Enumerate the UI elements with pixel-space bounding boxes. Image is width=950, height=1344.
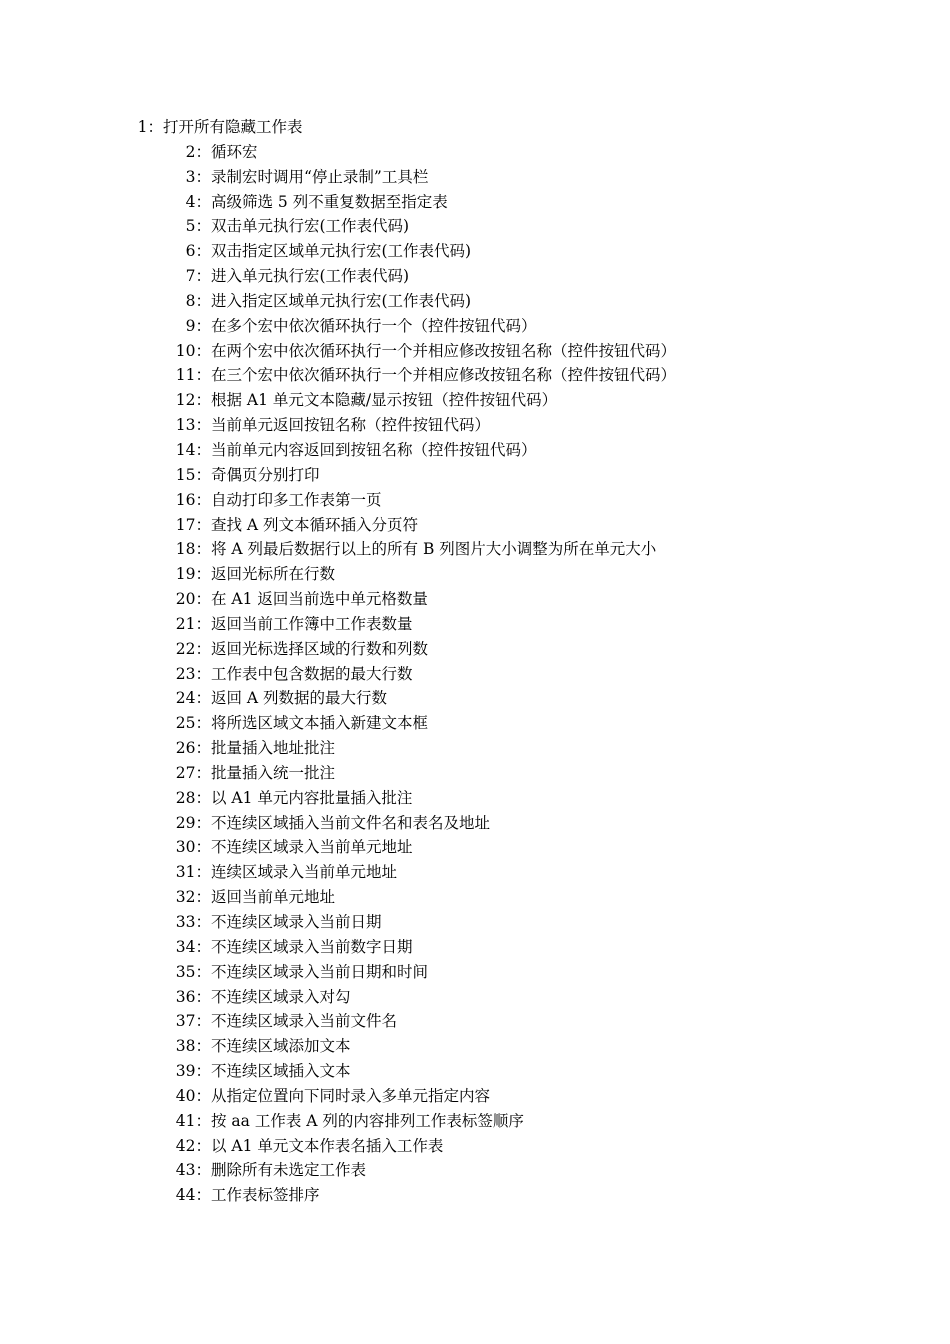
list-item xyxy=(0,860,950,885)
list-item xyxy=(0,637,950,662)
item-text: 返回光标选择区域的行数和列数 xyxy=(211,639,429,658)
item-text: 根据 A1 单元文本隐藏/显示按钮（控件按钮代码） xyxy=(211,391,558,410)
list-item xyxy=(0,612,950,637)
list-item xyxy=(0,413,950,438)
list-item xyxy=(0,115,950,140)
list-item xyxy=(0,711,950,736)
item-number: 14： xyxy=(175,440,211,459)
item-text: 双击单元执行宏(工作表代码) xyxy=(211,217,410,236)
item-text: 不连续区域录入当前文件名 xyxy=(211,1012,398,1031)
item-text: 打开所有隐藏工作表 xyxy=(163,118,303,136)
item-text: 不连续区域录入当前日期 xyxy=(211,913,382,931)
item-text: 不连续区域插入当前文件名和表名及地址 xyxy=(211,813,491,832)
item-text: 奇偶页分别打印 xyxy=(211,465,320,484)
list-item xyxy=(0,488,950,513)
macro-list xyxy=(0,115,950,1208)
item-text: 进入指定区域单元执行宏(工作表代码) xyxy=(211,291,472,310)
item-number: 44： xyxy=(175,1186,211,1205)
item-text: 不连续区域录入对勾 xyxy=(211,987,351,1006)
item-number: 9： xyxy=(185,316,211,335)
item-number: 25： xyxy=(175,714,211,733)
item-text: 当前单元内容返回到按钮名称（控件按钮代码） xyxy=(211,440,537,459)
list-item xyxy=(0,537,950,562)
item-text: 返回当前单元地址 xyxy=(211,888,336,907)
item-number: 41： xyxy=(175,1111,211,1130)
list-item xyxy=(0,388,950,413)
item-number: 17： xyxy=(175,515,211,534)
item-number: 3： xyxy=(185,167,211,186)
item-number: 10： xyxy=(175,341,211,360)
item-text: 高级筛选 5 列不重复数据至指定表 xyxy=(211,192,448,211)
item-number: 18： xyxy=(175,540,211,559)
item-number: 31： xyxy=(175,863,211,882)
list-item xyxy=(0,562,950,587)
item-number: 35： xyxy=(175,962,211,981)
list-item xyxy=(0,910,950,935)
item-number: 32： xyxy=(175,888,211,907)
item-number: 37： xyxy=(175,1012,211,1031)
item-number: 29： xyxy=(175,813,211,832)
item-text: 双击指定区域单元执行宏(工作表代码) xyxy=(211,242,472,261)
item-number: 16： xyxy=(175,490,211,509)
list-item xyxy=(0,1059,950,1084)
list-item xyxy=(0,314,950,339)
item-number: 27： xyxy=(175,763,211,782)
item-text: 当前单元返回按钮名称（控件按钮代码） xyxy=(211,416,491,435)
item-number: 20： xyxy=(175,590,211,609)
item-text: 在 A1 返回当前选中单元格数量 xyxy=(211,590,428,609)
list-item xyxy=(0,761,950,786)
list-item xyxy=(0,339,950,364)
item-text: 自动打印多工作表第一页 xyxy=(211,490,382,509)
item-number: 38： xyxy=(175,1037,211,1056)
list-item xyxy=(0,736,950,761)
item-number: 36： xyxy=(175,987,211,1006)
item-text: 将所选区域文本插入新建文本框 xyxy=(211,714,429,733)
item-number: 4： xyxy=(185,192,211,211)
list-item xyxy=(0,438,950,463)
list-item xyxy=(0,587,950,612)
item-text: 录制宏时调用“停止录制”工具栏 xyxy=(211,167,429,186)
item-text: 以 A1 单元内容批量插入批注 xyxy=(211,788,413,807)
item-number: 24： xyxy=(175,689,211,708)
item-text: 批量插入地址批注 xyxy=(211,739,336,758)
list-item xyxy=(0,214,950,239)
item-number: 11： xyxy=(175,366,211,385)
list-item xyxy=(0,1158,950,1183)
list-item xyxy=(0,686,950,711)
list-item xyxy=(0,885,950,910)
list-item xyxy=(0,1183,950,1208)
item-text: 在两个宏中依次循环执行一个并相应修改按钮名称（控件按钮代码） xyxy=(211,341,677,360)
list-item xyxy=(0,140,950,165)
item-number: 6： xyxy=(185,242,211,261)
item-text: 返回 A 列数据的最大行数 xyxy=(211,689,388,708)
item-number: 34： xyxy=(175,937,211,956)
item-text: 返回光标所在行数 xyxy=(211,565,336,584)
list-item xyxy=(0,513,950,538)
list-item xyxy=(0,1034,950,1059)
list-item xyxy=(0,960,950,985)
list-item xyxy=(0,363,950,388)
item-text: 不连续区域录入当前数字日期 xyxy=(211,937,413,956)
item-text: 不连续区域录入当前单元地址 xyxy=(211,838,413,857)
item-number: 19： xyxy=(175,565,211,584)
item-number: 5： xyxy=(185,217,211,236)
list-item xyxy=(0,811,950,836)
list-item xyxy=(0,985,950,1010)
list-item xyxy=(0,1109,950,1134)
item-number: 7： xyxy=(185,267,211,286)
item-text: 在多个宏中依次循环执行一个（控件按钮代码） xyxy=(211,316,537,335)
item-number: 33： xyxy=(175,913,211,931)
item-text: 将 A 列最后数据行以上的所有 B 列图片大小调整为所在单元大小 xyxy=(211,540,657,559)
item-number: 13： xyxy=(175,416,211,435)
list-item xyxy=(0,165,950,190)
item-number: 12： xyxy=(175,391,211,410)
item-text: 循环宏 xyxy=(211,142,258,161)
item-text: 不连续区域录入当前日期和时间 xyxy=(211,962,429,981)
item-number: 39： xyxy=(175,1062,211,1081)
item-number: 26： xyxy=(175,739,211,758)
list-item xyxy=(0,786,950,811)
item-text: 返回当前工作簿中工作表数量 xyxy=(211,614,413,633)
item-number: 8： xyxy=(185,291,211,310)
item-text: 以 A1 单元文本作表名插入工作表 xyxy=(211,1136,444,1155)
list-item xyxy=(0,239,950,264)
item-text: 从指定位置向下同时录入多单元指定内容 xyxy=(211,1086,491,1105)
list-item xyxy=(0,264,950,289)
item-text: 工作表标签排序 xyxy=(211,1186,320,1205)
item-text: 进入单元执行宏(工作表代码) xyxy=(211,267,410,286)
item-text: 在三个宏中依次循环执行一个并相应修改按钮名称（控件按钮代码） xyxy=(211,366,677,385)
item-text: 查找 A 列文本循环插入分页符 xyxy=(211,515,419,534)
item-number: 15： xyxy=(175,465,211,484)
list-item xyxy=(0,289,950,314)
list-item xyxy=(0,1134,950,1159)
item-number: 28： xyxy=(175,788,211,807)
item-number: 43： xyxy=(175,1161,211,1180)
list-item xyxy=(0,463,950,488)
list-item xyxy=(0,835,950,860)
item-text: 按 aa 工作表 A 列的内容排列工作表标签顺序 xyxy=(211,1111,524,1130)
item-number: 42： xyxy=(175,1136,211,1155)
item-text: 连续区域录入当前单元地址 xyxy=(211,863,398,882)
item-number: 30： xyxy=(175,838,211,857)
item-number: 1： xyxy=(137,118,163,136)
item-text: 工作表中包含数据的最大行数 xyxy=(211,664,413,683)
item-number: 22： xyxy=(175,639,211,658)
item-text: 批量插入统一批注 xyxy=(211,763,336,782)
item-text: 删除所有未选定工作表 xyxy=(211,1161,367,1180)
item-number: 40： xyxy=(175,1086,211,1105)
item-text: 不连续区域插入文本 xyxy=(211,1062,351,1081)
list-item xyxy=(0,1084,950,1109)
item-number: 21： xyxy=(175,614,211,633)
list-item xyxy=(0,1009,950,1034)
item-number: 2： xyxy=(185,142,211,161)
list-item xyxy=(0,190,950,215)
item-text: 不连续区域添加文本 xyxy=(211,1037,351,1056)
list-item xyxy=(0,935,950,960)
list-item xyxy=(0,662,950,687)
item-number: 23： xyxy=(175,664,211,683)
